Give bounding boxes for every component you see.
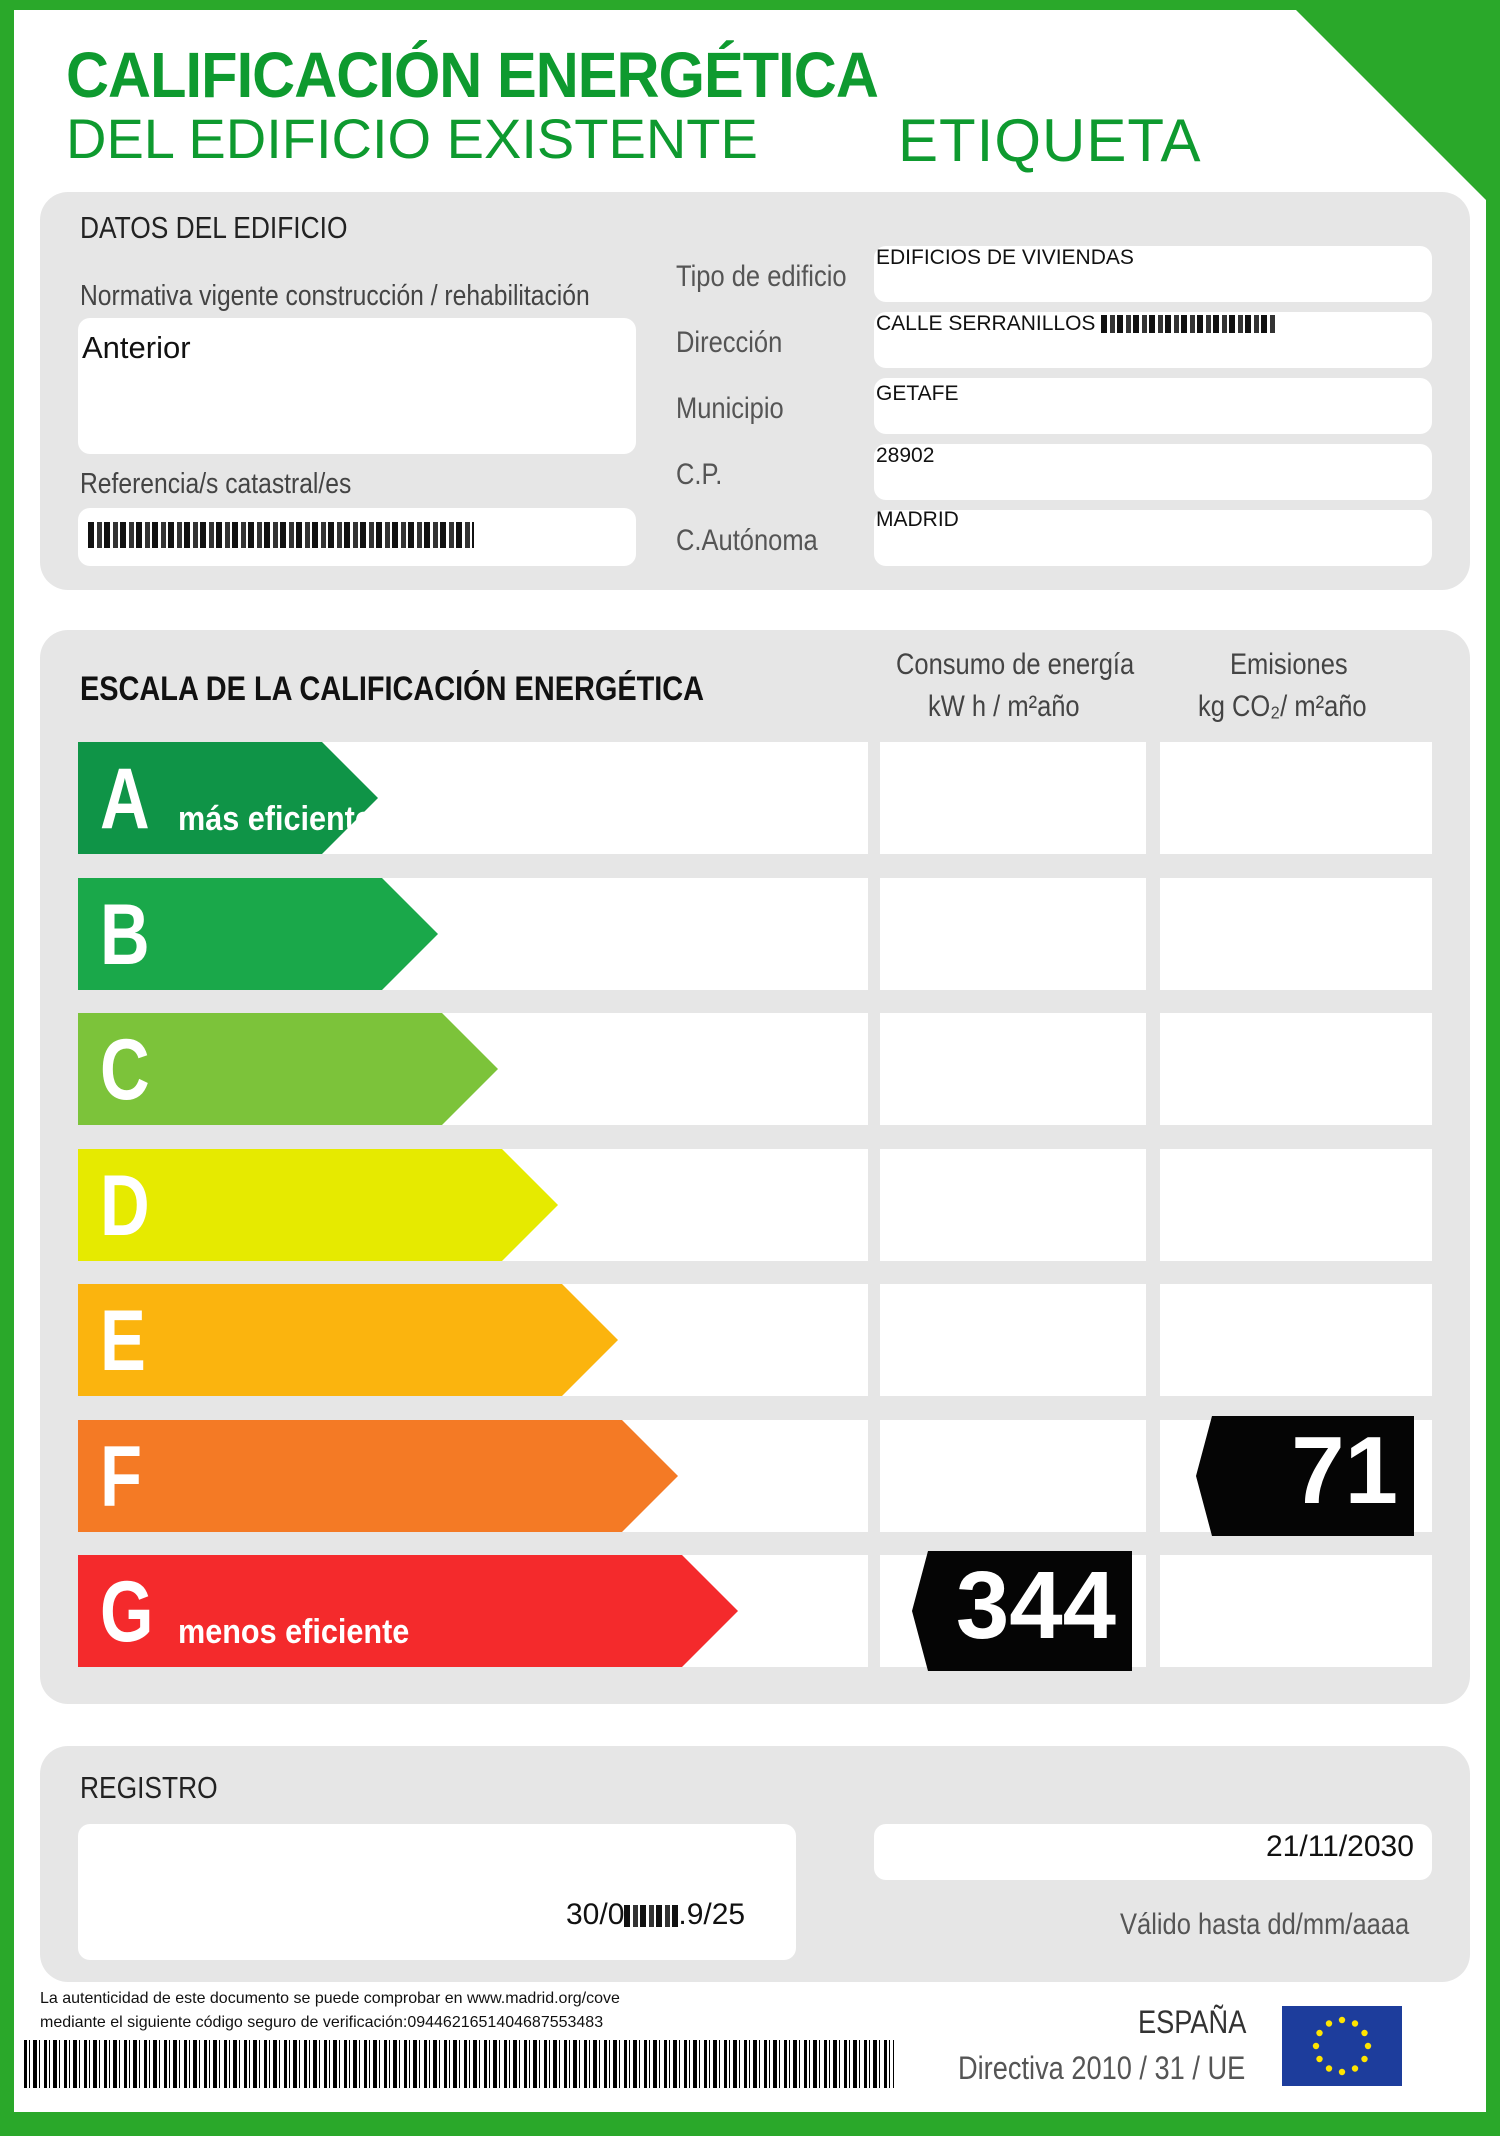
rating-arrow-c [78, 1013, 498, 1125]
emisiones-header-1: Emisiones [1230, 648, 1348, 681]
rating-arrow-b [78, 878, 438, 990]
emisiones-cell [1160, 1555, 1432, 1667]
rating-letter: C [100, 1022, 150, 1118]
corner-fold [1296, 10, 1486, 200]
registro-box [78, 1824, 796, 1960]
rating-letter: E [100, 1293, 146, 1389]
rating-letter: F [100, 1429, 143, 1525]
tipo-label: Tipo de edificio [676, 260, 847, 293]
escala-title: ESCALA DE LA CALIFICACIÓN ENERGÉTICA [80, 670, 705, 708]
normativa-label: Normativa vigente construcción / rehabilitación [80, 280, 590, 312]
consumo-cell [880, 1284, 1146, 1396]
emisiones-rating-badge: 71 [1196, 1416, 1414, 1536]
country-label: ESPAÑA [1138, 2004, 1247, 2040]
auth-line1: La autenticidad de este documento se puede comprobar en www.madrid.org/cove [40, 1990, 620, 2007]
municipio-label: Municipio [676, 392, 784, 425]
consumo-rating-badge: 344 [912, 1551, 1132, 1671]
valid-date: 21/11/2030 [1266, 1830, 1414, 1863]
consumo-cell [880, 1013, 1146, 1125]
direccion-value: CALLE SERRANILLOS [876, 312, 1277, 336]
rating-arrow-f [78, 1420, 678, 1532]
emisiones-cell [1160, 1149, 1432, 1261]
rating-arrow-e [78, 1284, 618, 1396]
rating-letter: B [100, 887, 150, 983]
rating-arrow-g [78, 1555, 738, 1667]
municipio-value: GETAFE [876, 382, 959, 405]
eu-flag-icon [1282, 2006, 1402, 2086]
auth-line2: mediante el siguiente código seguro de verificación:0944621651404687553483 [40, 2014, 604, 2031]
rating-letter: A [100, 751, 150, 847]
registro-title: REGISTRO [80, 1770, 218, 1805]
ca-value: MADRID [876, 508, 959, 531]
referencia-label: Referencia/s catastral/es [80, 468, 352, 500]
emisiones-cell [1160, 1013, 1432, 1125]
emisiones-cell [1160, 742, 1432, 854]
title-line1: CALIFICACIÓN ENERGÉTICA [66, 39, 878, 111]
rating-note: más eficiente [178, 800, 372, 838]
normativa-value: Anterior [82, 330, 191, 365]
consumo-header-2: kW h / m²año [928, 690, 1080, 723]
rating-arrow-d [78, 1149, 558, 1261]
cp-box [874, 444, 1432, 500]
ca-label: C.Autónoma [676, 524, 818, 557]
consumo-header-1: Consumo de energía [896, 648, 1135, 681]
cp-value: 28902 [876, 444, 935, 467]
consumo-cell [880, 1420, 1146, 1532]
datos-title: DATOS DEL EDIFICIO [80, 210, 348, 245]
valid-label: Válido hasta dd/mm/aaaa [1120, 1908, 1410, 1941]
verification-barcode [24, 2040, 894, 2088]
direccion-label: Dirección [676, 326, 783, 359]
directive-label: Directiva 2010 / 31 / UE [958, 2050, 1246, 2086]
rating-note: menos eficiente [178, 1613, 410, 1651]
referencia-redacted [88, 522, 474, 548]
tipo-value: EDIFICIOS DE VIVIENDAS [876, 246, 1134, 269]
consumo-cell [880, 1149, 1146, 1261]
rating-letter: G [100, 1564, 154, 1660]
emisiones-cell [1160, 878, 1432, 990]
cp-label: C.P. [676, 458, 723, 491]
rating-letter: D [100, 1158, 150, 1254]
title-line2: DEL EDIFICIO EXISTENTE [66, 107, 758, 170]
registro-value: 30/0 .9/25 [566, 1898, 746, 1931]
emisiones-cell [1160, 1284, 1432, 1396]
consumo-cell [880, 742, 1146, 854]
consumo-cell [880, 878, 1146, 990]
rating-arrow-a [78, 742, 378, 854]
title-etiqueta: ETIQUETA [898, 107, 1202, 174]
emisiones-header-2: kg CO₂/ m²año [1198, 690, 1367, 723]
